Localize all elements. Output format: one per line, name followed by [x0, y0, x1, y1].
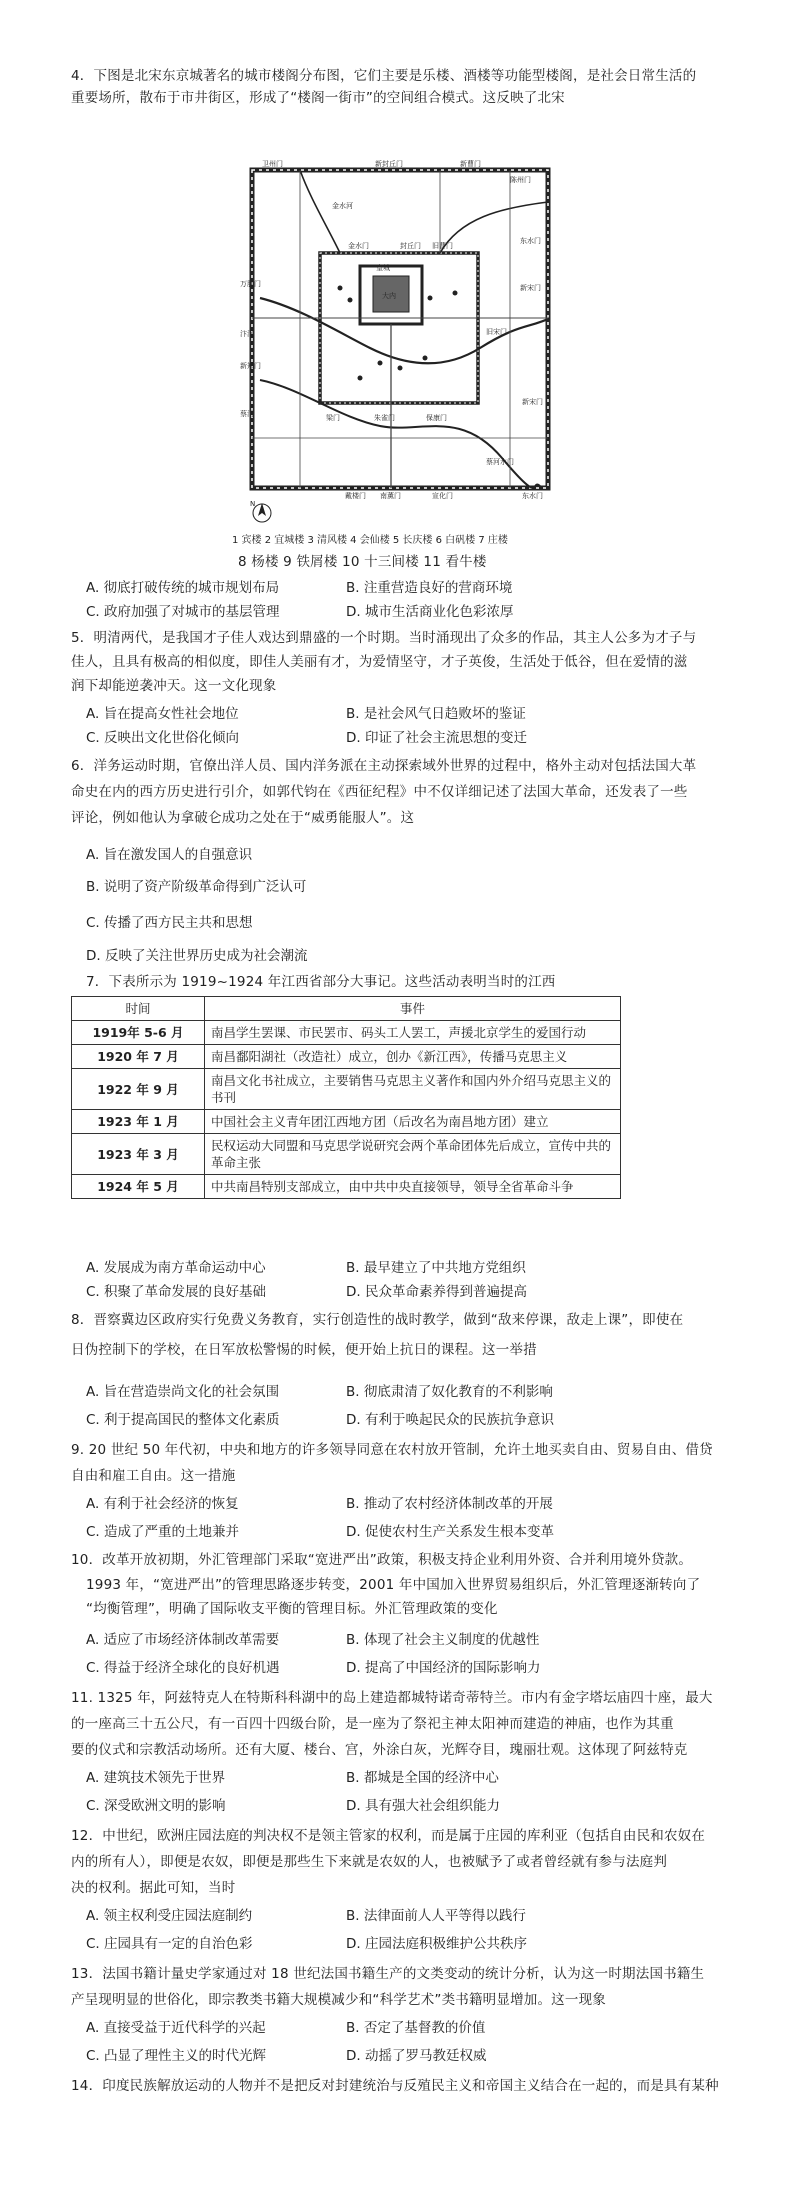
map-legend-line2: 8 杨楼 9 铁屑楼 10 十三间楼 11 看牛楼 [238, 554, 487, 570]
q6-option-c[interactable]: C. 传播了西方民主共和思想 [86, 915, 253, 931]
q10-option-a[interactable]: A. 适应了市场经济体制改革需要 [86, 1632, 280, 1648]
map-legend-line1: 1 宾楼 2 宜城楼 3 清风楼 4 会仙楼 5 长庆楼 6 白矾楼 7 庄楼 [232, 535, 508, 546]
row-time: 1922 年 9 月 [72, 1069, 205, 1110]
wuzhang-river [440, 202, 548, 253]
svg-text:N: N [250, 500, 256, 508]
q10-option-c[interactable]: C. 得益于经济全球化的良好机遇 [86, 1660, 280, 1676]
svg-text:金水门: 金水门 [348, 242, 369, 250]
q5-option-c[interactable]: C. 反映出文化世俗化倾向 [86, 730, 240, 746]
q4-stem-line2: 重要场所，散布于市井街区，形成了“楼阁一街市”的空间组合模式。这反映了北宋 [71, 90, 565, 106]
q8-option-b[interactable]: B. 彻底肃清了奴化教育的不利影响 [346, 1384, 553, 1400]
svg-text:封丘门: 封丘门 [400, 242, 421, 250]
q7-events-table [71, 996, 621, 1199]
q4-option-d[interactable]: D. 城市生活商业化色彩浓厚 [346, 604, 514, 620]
q7-option-d[interactable]: D. 民众革命素养得到普遍提高 [346, 1284, 527, 1300]
q4-option-c[interactable]: C. 政府加强了对城市的基层管理 [86, 604, 280, 620]
q7-option-c[interactable]: C. 积聚了革命发展的良好基础 [86, 1284, 267, 1300]
svg-text:南薰门: 南薰门 [380, 492, 401, 500]
cai-river [260, 380, 540, 488]
q6-stem-line3: 评论，例如他认为拿破仑成功之处在于“威勇能服人”。这 [71, 810, 415, 826]
table-row [72, 1134, 621, 1175]
row-event: 中共南昌特别支部成立，由中共中央直接领导，领导全省革命斗争 [205, 1175, 621, 1199]
q11-option-b[interactable]: B. 都城是全国的经济中心 [346, 1770, 499, 1786]
svg-text:大内: 大内 [382, 292, 396, 300]
q12-stem-line3: 决的权利。据此可知，当时 [71, 1880, 236, 1896]
q13-stem-line1: 13．法国书籍计量史学家通过对 18 世纪法国书籍生产的文类变动的统计分析，认为这一时期法国书籍生 [71, 1966, 705, 1982]
q12-stem-line2: 内的所有人），即便是农奴，即便是那些生下来就是农奴的人，也被赋予了或者曾经就有参与法庭判 [71, 1854, 668, 1870]
q12-option-c[interactable]: C. 庄园具有一定的自治色彩 [86, 1936, 253, 1952]
q12-option-d[interactable]: D. 庄园法庭积极维护公共秩序 [346, 1936, 527, 1952]
svg-text:金水河: 金水河 [332, 202, 353, 210]
row-time: 1920 年 7 月 [72, 1045, 205, 1069]
q11-option-a[interactable]: A. 建筑技术领先于世界 [86, 1770, 226, 1786]
svg-text:戴楼门: 戴楼门 [345, 492, 366, 500]
row-event: 中国社会主义青年团江西地方团（后改名为南昌地方团）建立 [205, 1110, 621, 1134]
q9-stem-line2: 自由和雇工自由。这一措施 [71, 1468, 236, 1484]
svg-text:陈州门: 陈州门 [510, 176, 531, 184]
q10-stem-line2: 1993 年，“宽进严出”的管理思路逐步转变，2001 年中国加入世界贸易组织后，外汇管理逐渐转向了 [86, 1577, 701, 1593]
q13-option-b[interactable]: B. 否定了基督教的价值 [346, 2020, 486, 2036]
q11-stem-line1: 11. 1325 年，阿兹特克人在特斯科科湖中的岛上建造都城特诺奇蒂特兰。市内有金字塔坛庙四十座，最大 [71, 1690, 713, 1706]
q4-option-a[interactable]: A. 彻底打破传统的城市规划布局 [86, 580, 280, 596]
q4-stem-line1: 4．下图是北宋东京城著名的城市楼阁分布图，它们主要是乐楼、酒楼等功能型楼阁，是社会日常生活的 [71, 68, 697, 84]
q13-option-c[interactable]: C. 凸显了理性主义的时代光辉 [86, 2048, 267, 2064]
q9-option-a[interactable]: A. 有利于社会经济的恢复 [86, 1496, 239, 1512]
q8-option-c[interactable]: C. 利于提高国民的整体文化素质 [86, 1412, 280, 1428]
q11-stem-line2: 的一座高三十五公尺，有一百四十四级台阶，是一座为了祭祀主神太阳神而建造的神庙，也作为其重 [71, 1716, 674, 1732]
table-header-row [72, 997, 621, 1021]
q10-option-b[interactable]: B. 体现了社会主义制度的优越性 [346, 1632, 540, 1648]
svg-text:保康门: 保康门 [426, 414, 447, 422]
q9-option-c[interactable]: C. 造成了严重的土地兼并 [86, 1524, 240, 1540]
row-event: 南昌学生罢课、市民罢市、码头工人罢工，声援北京学生的爱国行动 [205, 1021, 621, 1045]
q8-option-d[interactable]: D. 有利于唤起民众的民族抗争意识 [346, 1412, 554, 1428]
svg-text:汴河: 汴河 [240, 330, 254, 338]
row-event: 南昌鄱阳湖社（改造社）成立，创办《新江西》，传播马克思主义 [205, 1045, 621, 1069]
table-header-time: 时间 [72, 997, 205, 1021]
q6-stem-line2: 命史在内的西方历史进行引介，如郭代钧在《西征纪程》中不仅详细记述了法国大革命，还发表了一些 [71, 784, 688, 800]
q8-stem-line1: 8．晋察冀边区政府实行免费义务教育，实行创造性的战时教学，做到“敌来停课，敌走上课”，即使在 [71, 1312, 684, 1328]
q13-option-d[interactable]: D. 动摇了罗马教廷权威 [346, 2048, 487, 2064]
svg-text:蔡河: 蔡河 [240, 410, 254, 418]
q6-option-a[interactable]: A. 旨在激发国人的自强意识 [86, 847, 253, 863]
svg-text:新宋门: 新宋门 [520, 284, 541, 292]
q12-option-b[interactable]: B. 法律面前人人平等得以践行 [346, 1908, 526, 1924]
svg-text:蔡河水门: 蔡河水门 [486, 458, 514, 466]
q7-option-b[interactable]: B. 最早建立了中共地方党组织 [346, 1260, 526, 1276]
q13-option-a[interactable]: A. 直接受益于近代科学的兴起 [86, 2020, 266, 2036]
q10-stem-line1: 10．改革开放初期，外汇管理部门采取“宽进严出”政策，积极支持企业利用外资、合并利用境外贷款。 [71, 1552, 693, 1568]
q6-option-b[interactable]: B. 说明了资产阶级革命得到广泛认可 [86, 879, 307, 895]
q11-option-d[interactable]: D. 具有强大社会组织能力 [346, 1798, 500, 1814]
table-row [72, 1045, 621, 1069]
row-time: 1923 年 3 月 [72, 1134, 205, 1175]
table-row [72, 1175, 621, 1199]
row-time: 1923 年 1 月 [72, 1110, 205, 1134]
q6-stem-line1: 6．洋务运动时期，官僚出洋人员、国内洋务派在主动探索域外世界的过程中，格外主动对包括法国大革 [71, 758, 697, 774]
svg-text:朱雀门: 朱雀门 [374, 414, 395, 422]
q8-option-a[interactable]: A. 旨在营造崇尚文化的社会氛围 [86, 1384, 280, 1400]
q5-stem-line2: 佳人，且具有极高的相似度，即佳人美丽有才，为爱情坚守，才子英俊，生活处于低谷，但在爱情的滋 [71, 654, 688, 670]
q6-option-d[interactable]: D. 反映了关注世界历史成为社会潮流 [86, 948, 308, 964]
q9-option-b[interactable]: B. 推动了农村经济体制改革的开展 [346, 1496, 553, 1512]
q9-option-d[interactable]: D. 促使农村生产关系发生根本变革 [346, 1524, 554, 1540]
svg-text:东水门: 东水门 [522, 492, 543, 500]
q12-stem-line1: 12．中世纪，欧洲庄园法庭的判决权不是领主管家的权利，而是属于庄园的库利亚（包括自由民和农奴在 [71, 1828, 706, 1844]
q12-option-a[interactable]: A. 领主权利受庄园法庭制约 [86, 1908, 253, 1924]
svg-text:皇城: 皇城 [376, 264, 390, 272]
q11-option-c[interactable]: C. 深受欧洲文明的影响 [86, 1798, 226, 1814]
q10-stem-line3: “均衡管理”，明确了国际收支平衡的管理目标。外汇管理政策的变化 [86, 1601, 498, 1617]
q7-option-a[interactable]: A. 发展成为南方革命运动中心 [86, 1260, 266, 1276]
q5-stem-line3: 润下却能逆袭冲天。这一文化现象 [71, 678, 277, 694]
table-row [72, 1021, 621, 1045]
table-row [72, 1110, 621, 1134]
svg-text:东水门: 东水门 [520, 237, 541, 245]
svg-text:新宋门: 新宋门 [522, 398, 543, 406]
row-event: 民权运动大同盟和马克思学说研究会两个革命团体先后成立，宣传中共的革命主张 [205, 1134, 621, 1175]
song-kaifeng-map [240, 158, 560, 543]
svg-text:新郑门: 新郑门 [240, 362, 261, 370]
svg-text:旧宋门: 旧宋门 [486, 328, 507, 336]
q5-option-b[interactable]: B. 是社会风气日趋败坏的鉴证 [346, 706, 526, 722]
q5-option-a[interactable]: A. 旨在提高女性社会地位 [86, 706, 239, 722]
north-arrow-icon [250, 500, 271, 522]
svg-text:宣化门: 宣化门 [432, 492, 453, 500]
row-event: 南昌文化书社成立，主要销售马克思主义著作和国内外介绍马克思主义的书刊 [205, 1069, 621, 1110]
q14-stem-line1: 14．印度民族解放运动的人物并不是把反对封建统治与反殖民主义和帝国主义结合在一起的，而是具有某种 [71, 2078, 719, 2094]
jinshui-river [300, 170, 340, 253]
q10-option-d[interactable]: D. 提高了中国经济的国际影响力 [346, 1660, 541, 1676]
svg-text:旧曹门: 旧曹门 [432, 242, 453, 250]
q7-stem: 7．下表所示为 1919~1924 年江西省部分大事记。这些活动表明当时的江西 [86, 974, 556, 990]
svg-text:新曹门: 新曹门 [460, 160, 481, 168]
svg-text:梁门: 梁门 [326, 414, 340, 422]
q5-option-d[interactable]: D. 印证了社会主流思想的变迁 [346, 730, 527, 746]
table-header-event: 事件 [205, 997, 621, 1021]
q11-stem-line3: 要的仪式和宗教活动场所。还有大厦、楼台、宫，外涂白灰，光辉夺目，瑰丽壮观。这体现了阿兹特克 [71, 1742, 688, 1758]
q8-stem-line2: 日伪控制下的学校，在日军放松警惕的时候，便开始上抗日的课程。这一举措 [71, 1342, 537, 1358]
svg-text:卫州门: 卫州门 [262, 160, 283, 168]
q4-option-b[interactable]: B. 注重营造良好的营商环境 [346, 580, 513, 596]
q5-stem-line1: 5．明清两代，是我国才子佳人戏达到鼎盛的一个时期。当时涌现出了众多的作品，其主人公多为才子与 [71, 630, 697, 646]
svg-text:万胜门: 万胜门 [240, 280, 261, 288]
row-time: 1924 年 5 月 [72, 1175, 205, 1199]
row-time: 1919年 5-6 月 [72, 1021, 205, 1045]
q13-stem-line2: 产呈现明显的世俗化，即宗教类书籍大规模减少和“科学艺术”类书籍明显增加。这一现象 [71, 1992, 606, 2008]
table-row [72, 1069, 621, 1110]
svg-text:新封丘门: 新封丘门 [375, 160, 403, 168]
q9-stem-line1: 9. 20 世纪 50 年代初，中央和地方的许多领导同意在农村放开管制，允许土地买卖自由、贸易自由、借贷 [71, 1442, 713, 1458]
